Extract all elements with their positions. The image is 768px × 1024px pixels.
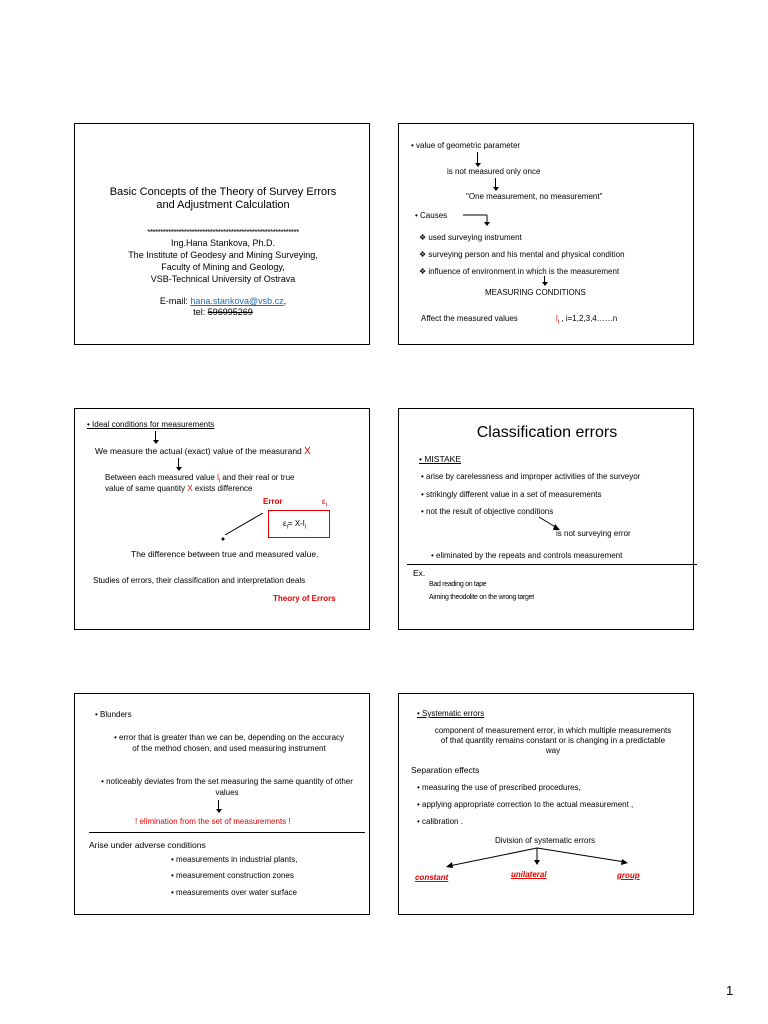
slide-systematic-errors [398, 693, 694, 915]
subscript-i: i [557, 319, 560, 326]
separation-effects: Separation effects [411, 765, 480, 775]
measurand-symbol: X [304, 446, 311, 457]
exists-difference-text: exists difference [192, 484, 253, 493]
tel-number: 596995269 [207, 307, 253, 317]
affect-measured-values [421, 313, 617, 329]
error-formula [283, 518, 306, 534]
category-unilateral: unilateral [511, 870, 547, 879]
mistake-heading: • MISTAKE [419, 454, 462, 464]
measured-value-symbol: l [556, 314, 558, 323]
institute-line-2: Faculty of Mining and Geology, [161, 262, 285, 272]
subscript-i: i [304, 524, 306, 531]
example-label: Ex. [413, 568, 426, 578]
blunder-definition: • error that is greater than we can be, depending on the accuracy of the method chosen, and used measuring instrument [113, 733, 345, 753]
email-suffix: , [283, 296, 287, 306]
blunders-heading: • Blunders [95, 710, 132, 719]
blunder-deviation: • noticeably deviates from the set measuring the same quantity of other values [101, 777, 353, 797]
slide-classification [398, 408, 694, 630]
not-measured-once: is not measured only once [447, 167, 541, 176]
email-line [75, 296, 371, 307]
arrow-down-icon [218, 800, 219, 812]
causes-arrow-icon [463, 213, 493, 227]
author: Ing.Hana Stankova, Ph.D. [170, 238, 276, 248]
water-surface: • measurements over water surface [171, 888, 297, 897]
measure-actual-text: We measure the actual (exact) value of the measurand [95, 446, 305, 456]
example-wrong-target: Aiming theodolite on the wrong target [429, 594, 534, 601]
title-line-1: Basic Concepts of the Theory of Survey Errors [109, 186, 337, 198]
cause-person: ❖ surveying person and his mental and physical condition [419, 250, 625, 259]
tel-line [75, 307, 371, 318]
index-range: , i=1,2,3,4……n [561, 314, 618, 323]
ideal-conditions: • Ideal conditions for measurements [87, 420, 215, 429]
between-text: Between each measured value [105, 473, 218, 482]
appropriate-correction: • applying appropriate correction to the actual measurement , [417, 800, 634, 809]
error-label: Error [263, 497, 283, 506]
systematic-errors-heading: • Systematic errors [417, 709, 485, 718]
arrow-down-icon [477, 152, 478, 166]
cause-instrument: ❖ used surveying instrument [419, 233, 522, 242]
pointer-line [205, 511, 265, 551]
adverse-conditions: Arise under adverse conditions [89, 840, 206, 850]
arrow-down-icon [178, 458, 179, 470]
mistake-carelessness: • arise by carelessness and improper activities of the surveyor [421, 472, 641, 481]
slide-ideal-conditions [74, 408, 370, 630]
subscript-i: i [218, 478, 221, 485]
institute-line-1: The Institute of Geodesy and Mining Surveying, [128, 250, 318, 260]
email-label: E-mail: [159, 296, 191, 306]
true-measured-difference: The difference between true and measured value. [131, 549, 319, 559]
eliminated-by-repeats: • eliminated by the repeats and controls measurement [431, 551, 623, 560]
theory-of-errors: Theory of Errors [273, 594, 336, 603]
formula-epsilon: ε [283, 519, 287, 528]
page-number: 1 [726, 983, 734, 998]
prescribed-procedures: • measuring the use of prescribed procedures, [417, 783, 581, 792]
studies-of-errors: Studies of errors, their classification and interpretation deals [93, 576, 306, 585]
slide-blunders [74, 693, 370, 915]
real-true-text: and their real or true [220, 473, 295, 482]
calibration: • calibration . [417, 817, 463, 826]
same-quantity-difference [105, 483, 253, 494]
elimination-note: ! elimination from the set of measurements ! [135, 817, 291, 826]
category-constant: constant [415, 873, 449, 882]
example-bad-reading: Bad reading on tape [429, 581, 487, 588]
affect-label: Affect the measured values [421, 314, 518, 323]
measured-value-symbol: l [217, 473, 219, 482]
divider-line [89, 832, 365, 833]
email-link[interactable]: hana.stankova@vsb.cz [190, 296, 284, 306]
industrial-plants: • measurements in industrial plants, [171, 855, 298, 864]
quantity-symbol: X [187, 484, 193, 493]
arrow-down-icon [155, 431, 156, 443]
mistake-different-value: • strikingly different value in a set of measurements [421, 490, 602, 499]
slide-title [74, 123, 370, 345]
tel-label: tel: [193, 307, 208, 317]
title-line-2: and Adjustment Calculation [156, 199, 290, 211]
measuring-conditions: MEASURING CONDITIONS [485, 288, 586, 297]
subscript-i: i [286, 524, 288, 531]
classification-title: Classification errors [476, 424, 618, 441]
divider-line [407, 564, 697, 565]
systematic-definition: component of measurement error, in which multiple measurements of that quantity remains constant or is changing in a predictable way [434, 726, 672, 755]
one-measurement-quote: "One measurement, no measurement" [466, 192, 603, 201]
division-heading: Division of systematic errors [495, 836, 596, 845]
same-quantity-text: value of same quantity [105, 484, 188, 493]
arrow-down-icon [495, 178, 496, 190]
measure-actual-value [95, 446, 311, 457]
slide-measurement [398, 123, 694, 345]
value-geometric-parameter: • value of geometric parameter [411, 141, 521, 150]
stars-divider: ********************************************************** [147, 228, 299, 237]
cause-environment: ❖ influence of environment in which is the measurement [419, 267, 620, 276]
formula-equals: = X-l [287, 519, 305, 528]
mistake-not-objective: • not the result of objective conditions [421, 507, 554, 516]
subscript-i: i [325, 502, 327, 509]
epsilon-char: ε [322, 497, 326, 506]
not-surveying-error: is not surveying error [556, 529, 631, 538]
category-group: group [617, 871, 640, 880]
arrow-down-icon [544, 276, 545, 285]
institute-line-3: VSB-Technical University of Ostrava [150, 274, 296, 284]
construction-zones: • measurement construction zones [171, 871, 294, 880]
causes-label: • Causes [415, 211, 448, 220]
